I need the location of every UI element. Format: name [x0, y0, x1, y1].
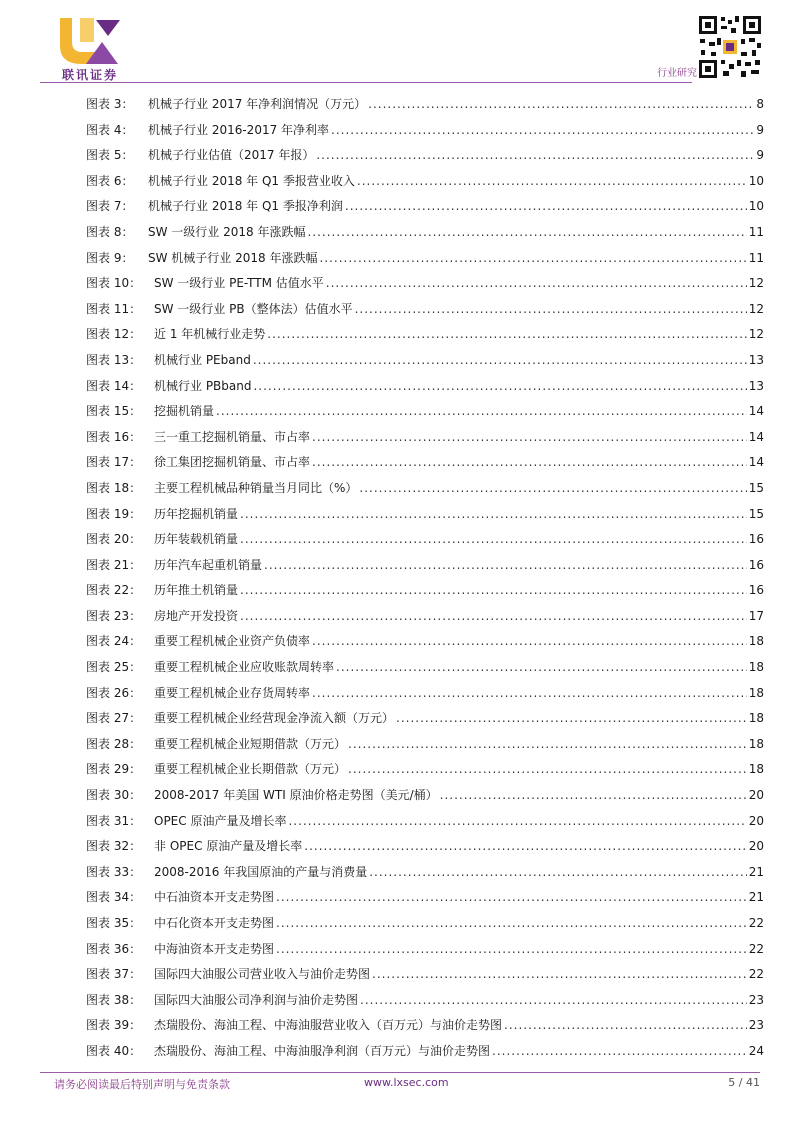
toc-leader-dots: [357, 169, 747, 195]
toc-entry[interactable]: [86, 578, 764, 604]
toc-entry-page[interactable]: 8: [756, 97, 764, 111]
toc-entry[interactable]: [86, 502, 764, 528]
toc-entry-title[interactable]: 重要工程机械企业存货周转率: [154, 685, 311, 700]
toc-entry-label: 图表 25：: [86, 660, 142, 675]
toc-entry-label: 图表 32：: [86, 839, 142, 854]
toc-entry-title[interactable]: 中石化资本开支走势图: [154, 916, 275, 930]
toc-entry-page[interactable]: 13: [748, 378, 764, 393]
toc-entry-title[interactable]: 非 OPEC 原油产量及增长率: [154, 839, 303, 854]
toc-entry[interactable]: [86, 297, 764, 323]
toc-entry-label: 图表 10：: [86, 276, 142, 291]
toc-entry-page[interactable]: 17: [748, 608, 764, 623]
toc-entry[interactable]: [86, 834, 764, 860]
toc-entry-label: 图表 31：: [86, 813, 142, 828]
toc-entry[interactable]: [86, 911, 764, 937]
toc-entry-title[interactable]: 杰瑞股份、海油工程、中海油服营业收入（百万元）与油价走势图: [154, 1018, 503, 1033]
toc-entry[interactable]: [86, 220, 764, 246]
toc-entry-page[interactable]: 20: [748, 813, 764, 828]
toc-entry-title[interactable]: 近 1 年机械行业走势: [154, 327, 266, 342]
toc-entry-label: 图表 26：: [86, 685, 142, 700]
toc-leader-dots: [504, 1013, 747, 1039]
toc-entry-page[interactable]: 15: [748, 506, 764, 521]
toc-leader-dots: [319, 246, 746, 272]
toc-entry-page[interactable]: 20: [748, 839, 764, 854]
toc-entry-page[interactable]: 15: [748, 480, 764, 495]
toc-leader-dots: [253, 374, 746, 400]
toc-entry-title[interactable]: 重要工程机械企业短期借款（万元）: [154, 736, 347, 751]
toc-leader-dots: [492, 1039, 747, 1065]
toc-entry-title[interactable]: 机械子行业 2018 年 Q1 季报净利润: [148, 199, 343, 214]
toc-leader-dots: [312, 681, 747, 707]
toc-entry-title[interactable]: 2008-2017 年美国 WTI 原油价格走势图（美元/桶）: [154, 788, 438, 803]
toc-entry[interactable]: [86, 860, 764, 886]
toc-entry[interactable]: [86, 246, 764, 272]
toc-entry-label: 图表 17：: [86, 455, 142, 470]
toc-leader-dots: [288, 809, 746, 835]
toc-entry-title[interactable]: 机械子行业估值（2017 年报）: [148, 148, 315, 163]
toc-leader-dots: [312, 450, 747, 476]
toc-entry-title[interactable]: 历年挖掘机销量: [154, 506, 239, 521]
toc-entry[interactable]: [86, 655, 764, 681]
toc-entry[interactable]: [86, 169, 764, 195]
toc-leader-dots: [316, 143, 754, 169]
toc-entry-page[interactable]: 22: [748, 941, 764, 956]
toc-entry-page[interactable]: 24: [748, 1043, 764, 1058]
toc-entry[interactable]: [86, 450, 764, 476]
toc-entry-page[interactable]: 9: [756, 122, 764, 137]
toc-entry-label: 图表 37：: [86, 967, 142, 982]
toc-entry-page[interactable]: 11: [748, 250, 764, 265]
toc-entry-title[interactable]: 三一重工挖掘机销量、市占率: [154, 429, 311, 444]
toc-entry-page[interactable]: 20: [748, 788, 764, 803]
toc-leader-dots: [240, 604, 747, 630]
toc-leader-dots: [312, 425, 747, 451]
toc-entry-label: 图表 7：: [86, 199, 134, 214]
toc-entry-title[interactable]: 中石油资本开支走势图: [154, 890, 275, 905]
brand-name: 联讯证券: [61, 68, 118, 82]
toc-entry[interactable]: [86, 322, 764, 348]
toc-entry[interactable]: [86, 1013, 764, 1039]
figure-index-list: [86, 92, 764, 1065]
toc-entry-label: 图表 13：: [86, 352, 142, 367]
toc-entry-title[interactable]: 机械行业 PBband: [154, 378, 252, 393]
toc-entry-title[interactable]: 房地产开发投资: [154, 608, 239, 623]
toc-entry[interactable]: [86, 757, 764, 783]
toc-entry-label: 图表 18：: [86, 480, 142, 495]
toc-entry[interactable]: [86, 527, 764, 553]
toc-entry[interactable]: [86, 118, 764, 144]
footer-divider: [40, 1072, 760, 1073]
toc-entry-page[interactable]: 18: [748, 736, 764, 751]
toc-leader-dots: [348, 732, 747, 758]
toc-entry[interactable]: [86, 629, 764, 655]
toc-entry-label: 图表 4：: [86, 122, 134, 137]
toc-entry-label: 图表 30：: [86, 788, 142, 803]
header-divider: [40, 82, 692, 83]
toc-entry-page[interactable]: 18: [748, 685, 764, 700]
toc-entry-label: 图表 24：: [86, 634, 142, 649]
toc-entry-label: 图表 36：: [86, 941, 142, 956]
toc-entry-label: 图表 35：: [86, 916, 142, 930]
toc-entry-label: 图表 28：: [86, 736, 142, 751]
footer-disclaimer[interactable]: 请务必阅读最后特别声明与免责条款: [54, 1078, 230, 1091]
toc-entry-title[interactable]: 历年装载机销量: [154, 532, 239, 547]
toc-entry[interactable]: [86, 271, 764, 297]
toc-entry-page[interactable]: 21: [748, 864, 764, 879]
toc-entry-label: 图表 12：: [86, 327, 142, 342]
toc-leader-dots: [276, 937, 747, 963]
toc-entry[interactable]: [86, 783, 764, 809]
toc-entry-label: 图表 22：: [86, 583, 142, 598]
page-number: 5 / 41: [728, 1076, 760, 1089]
toc-entry-page[interactable]: 12: [748, 327, 764, 342]
toc-entry-label: 图表 6：: [86, 173, 134, 188]
toc-leader-dots: [359, 476, 746, 502]
toc-entry-title[interactable]: 机械子行业 2017 年净利润情况（万元）: [148, 97, 367, 111]
toc-entry-page[interactable]: 13: [748, 352, 764, 367]
page-header: [0, 0, 800, 90]
toc-leader-dots: [267, 322, 746, 348]
toc-entry-title[interactable]: 历年汽车起重机销量: [154, 557, 263, 572]
toc-entry[interactable]: [86, 348, 764, 374]
toc-entry-label: 图表 20：: [86, 532, 142, 547]
toc-entry-label: 图表 39：: [86, 1018, 142, 1033]
toc-leader-dots: [304, 834, 746, 860]
toc-leader-dots: [240, 578, 747, 604]
toc-leader-dots: [276, 911, 747, 937]
toc-entry-page[interactable]: 12: [748, 301, 764, 316]
toc-entry-title[interactable]: SW 一级行业 2018 年涨跌幅: [148, 224, 306, 239]
toc-leader-dots: [331, 118, 754, 144]
toc-entry-title[interactable]: 国际四大油服公司净利润与油价走势图: [154, 992, 359, 1007]
toc-entry[interactable]: [86, 399, 764, 425]
toc-entry-page[interactable]: 16: [748, 583, 764, 598]
toc-entry-title[interactable]: SW 机械子行业 2018 年涨跌幅: [148, 250, 318, 265]
toc-entry-page[interactable]: 10: [748, 199, 764, 214]
toc-entry[interactable]: [86, 681, 764, 707]
toc-entry[interactable]: [86, 553, 764, 579]
toc-entry-title[interactable]: 徐工集团挖掘机销量、市占率: [154, 455, 311, 470]
toc-entry-title[interactable]: 重要工程机械企业应收账款周转率: [154, 660, 335, 675]
toc-entry-label: 图表 16：: [86, 429, 142, 444]
toc-entry[interactable]: [86, 374, 764, 400]
toc-entry-page[interactable]: 10: [748, 173, 764, 188]
toc-leader-dots: [307, 220, 746, 246]
toc-leader-dots: [348, 757, 747, 783]
toc-leader-dots: [345, 194, 747, 220]
toc-entry-page[interactable]: 16: [748, 557, 764, 572]
toc-leader-dots: [336, 655, 747, 681]
toc-leader-dots: [216, 399, 747, 425]
toc-leader-dots: [253, 348, 747, 374]
toc-entry[interactable]: [86, 809, 764, 835]
toc-entry-page[interactable]: 12: [748, 276, 764, 291]
qr-code[interactable]: [697, 14, 763, 80]
toc-leader-dots: [240, 527, 747, 553]
toc-entry-label: 图表 23：: [86, 608, 142, 623]
toc-entry-label: 图表 8：: [86, 224, 134, 239]
toc-entry-title[interactable]: 重要工程机械企业经营现金净流入额（万元）: [154, 711, 395, 726]
toc-entry-page[interactable]: 22: [748, 967, 764, 982]
toc-leader-dots: [360, 988, 747, 1014]
toc-entry-title[interactable]: SW 一级行业 PB（整体法）估值水平: [154, 301, 353, 316]
toc-entry[interactable]: [86, 425, 764, 451]
toc-leader-dots: [396, 706, 747, 732]
toc-leader-dots: [369, 860, 746, 886]
toc-leader-dots: [264, 553, 747, 579]
toc-entry-page[interactable]: 23: [748, 1018, 764, 1033]
toc-entry-title[interactable]: 主要工程机械品种销量当月同比（%）: [154, 480, 358, 495]
toc-entry-page[interactable]: 11: [748, 224, 764, 239]
toc-leader-dots: [355, 297, 747, 323]
toc-entry-page[interactable]: 23: [748, 992, 764, 1007]
toc-entry[interactable]: [86, 143, 764, 169]
toc-entry-label: 图表 19：: [86, 506, 142, 521]
toc-entry[interactable]: [86, 1039, 764, 1065]
toc-entry[interactable]: [86, 885, 764, 911]
toc-entry-page[interactable]: 14: [748, 429, 764, 444]
toc-entry-page[interactable]: 21: [748, 890, 764, 905]
toc-entry-title[interactable]: SW 一级行业 PE-TTM 估值水平: [154, 276, 324, 291]
toc-leader-dots: [440, 783, 747, 809]
toc-entry-label: 图表 40：: [86, 1043, 142, 1058]
toc-entry[interactable]: [86, 732, 764, 758]
toc-leader-dots: [368, 92, 754, 118]
toc-entry-label: 图表 34：: [86, 890, 142, 905]
toc-entry-label: 图表 3：: [86, 97, 134, 111]
toc-entry-title[interactable]: 国际四大油服公司营业收入与油价走势图: [154, 967, 371, 982]
toc-entry[interactable]: [86, 194, 764, 220]
toc-entry-label: 图表 33：: [86, 864, 142, 879]
toc-entry-title[interactable]: 机械子行业 2018 年 Q1 季报营业收入: [148, 173, 355, 188]
toc-entry-page[interactable]: 18: [748, 660, 764, 675]
toc-entry-title[interactable]: 机械子行业 2016-2017 年净利率: [148, 122, 330, 137]
toc-entry-title[interactable]: 中海油资本开支走势图: [154, 941, 275, 956]
toc-entry-page[interactable]: 16: [748, 532, 764, 547]
toc-entry[interactable]: [86, 706, 764, 732]
toc-entry-label: 图表 29：: [86, 762, 142, 777]
toc-entry-label: 图表 11：: [86, 301, 142, 316]
toc-entry-page[interactable]: 9: [756, 148, 764, 163]
toc-entry[interactable]: [86, 937, 764, 963]
toc-entry-title[interactable]: 杰瑞股份、海油工程、中海油服净利润（百万元）与油价走势图: [154, 1043, 491, 1058]
toc-entry-page[interactable]: 18: [748, 762, 764, 777]
toc-entry[interactable]: [86, 604, 764, 630]
toc-entry-title[interactable]: 重要工程机械企业长期借款（万元）: [154, 762, 347, 777]
toc-entry-label: 图表 38：: [86, 992, 142, 1007]
toc-entry[interactable]: [86, 92, 764, 118]
toc-entry-page[interactable]: 14: [748, 404, 764, 419]
toc-leader-dots: [326, 271, 747, 297]
toc-leader-dots: [240, 502, 747, 528]
toc-entry[interactable]: [86, 988, 764, 1014]
toc-entry-page[interactable]: 22: [748, 916, 764, 930]
toc-entry-title[interactable]: 2008-2016 年我国原油的产量与消费量: [154, 864, 368, 879]
toc-entry-title[interactable]: OPEC 原油产量及增长率: [154, 813, 287, 828]
section-label: 行业研究: [657, 68, 697, 79]
toc-entry-label: 图表 9：: [86, 250, 134, 265]
toc-leader-dots: [372, 962, 747, 988]
toc-entry-label: 图表 21：: [86, 557, 142, 572]
toc-entry-label: 图表 14：: [86, 378, 142, 393]
toc-entry-label: 图表 5：: [86, 148, 134, 163]
footer-website[interactable]: www.lxsec.com: [364, 1076, 449, 1089]
toc-entry-title[interactable]: 挖掘机销量: [154, 404, 215, 419]
toc-entry-title[interactable]: 历年推土机销量: [154, 583, 239, 598]
toc-entry-title[interactable]: 机械行业 PEband: [154, 352, 251, 367]
toc-entry-page[interactable]: 14: [748, 455, 764, 470]
toc-entry-label: 图表 27：: [86, 711, 142, 726]
toc-entry[interactable]: [86, 476, 764, 502]
toc-entry-page[interactable]: 18: [748, 711, 764, 726]
toc-leader-dots: [312, 629, 747, 655]
toc-entry-label: 图表 15：: [86, 404, 142, 419]
toc-entry-page[interactable]: 18: [748, 634, 764, 649]
toc-entry[interactable]: [86, 962, 764, 988]
toc-entry-title[interactable]: 重要工程机械企业资产负债率: [154, 634, 311, 649]
toc-leader-dots: [276, 885, 747, 911]
